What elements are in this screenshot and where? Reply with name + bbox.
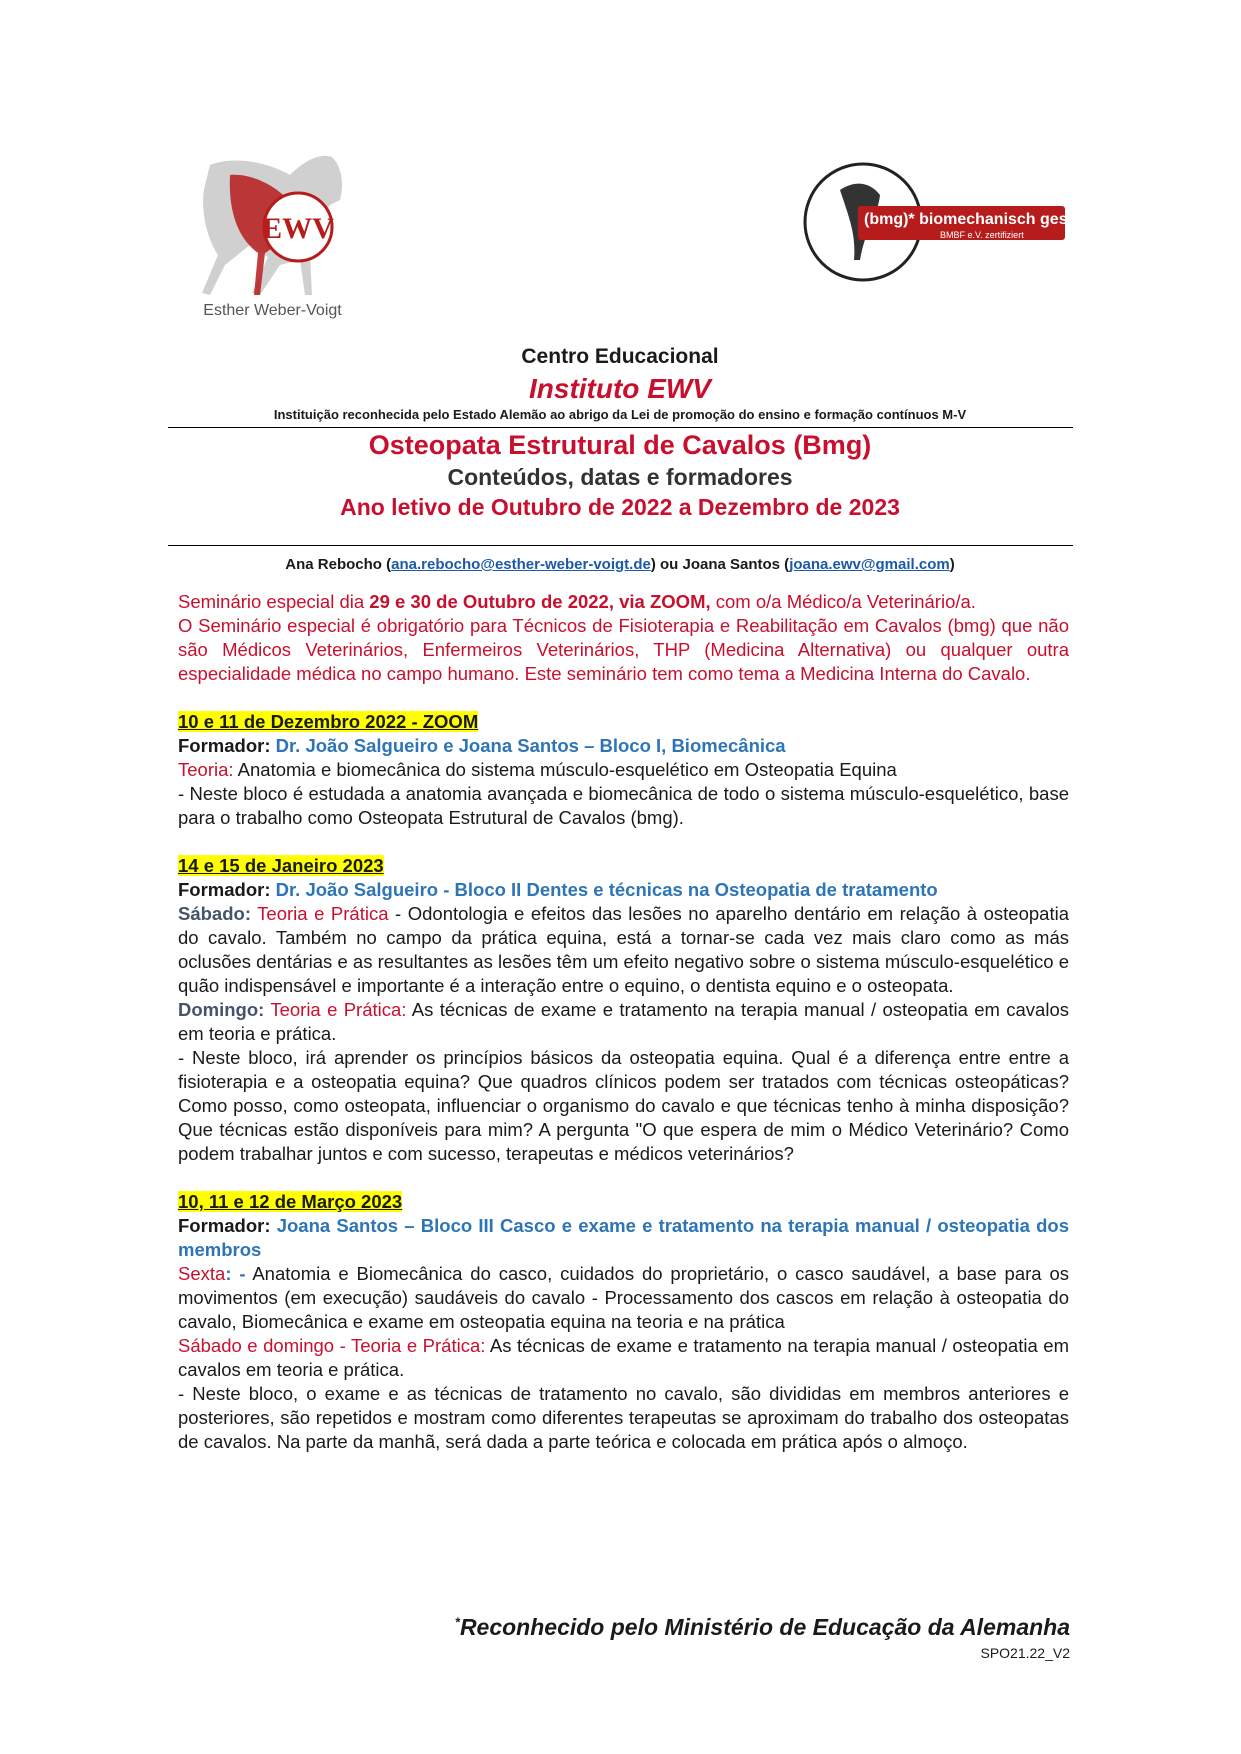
document-body	[178, 590, 1069, 1454]
block-3-friday: Sexta: - Anatomia e Biomecânica do casco, cuidados do proprietário, o casco saudável, a base para os movimentos (em execução) saudáveis do cavalo - Processamento dos cascos em relação à osteopatia do cavalo, Biomecânica e exame em osteopatia equina na teoria e na prática	[178, 1263, 1069, 1332]
block-2-sunday: Domingo: Teoria e Prática: As técnicas de exame e tratamento na terapia manual / osteopatia em cavalos em teoria e prática.	[178, 999, 1069, 1044]
academic-year: Ano letivo de Outubro de 2022 a Dezembro de 2023	[340, 494, 900, 520]
bmg-logo	[800, 160, 1106, 285]
block-1-date: 10 e 11 de Dezembro 2022 - ZOOM	[178, 711, 479, 732]
block-3-trainer: Formador: Joana Santos – Bloco III Casco e exame e tratamento na terapia manual / osteopatia dos membros	[178, 1215, 1069, 1260]
instituto-heading: Instituto EWV	[529, 373, 711, 404]
block-3-description: - Neste bloco, o exame e as técnicas de tratamento no cavalo, são divididas em membros anteriores e posteriores, são repetidos e mostram como diferentes terapeutas se aproximam do trabalho dos osteopatas de cavalos. Na parte da manhã, será dada a parte teórica e colocada em prática após o almoço.	[178, 1383, 1069, 1452]
document-code: SPO21.22_V2	[980, 1645, 1070, 1661]
special-seminar-paragraph: O Seminário especial é obrigatório para Técnicos de Fisioterapia e Reabilitação em Cavalos (bmg) que não são Médicos Veterinários, Enfermeiros Veterinários, THP (Medicina Alternativa) ou qualquer outra especialidade médica no campo humano. Este seminário tem como tema a Medicina Interna do Cavalo.	[178, 615, 1069, 684]
course-title: Osteopata Estrutural de Cavalos (Bmg)	[368, 430, 872, 460]
block-2-saturday: Sábado: Teoria e Prática - Odontologia e efeitos das lesões no aparelho dentário em relação à osteopatia do cavalo. Também no campo da prática equina, está a tornar-se cada vez mais claro como as más oclusões dentárias e as resultantes as lesões têm um efeito negativo sobre o sistema músculo-esquelético e quão indispensável e importante é a interação entre o equino, o dentista equino e o osteopata.	[178, 903, 1069, 996]
recognition-line: Instituição reconhecida pelo Estado Alemão ao abrigo da Lei de promoção do ensino e formação contínuos M-V	[273, 407, 967, 422]
divider-top	[168, 427, 1073, 428]
course-subtitle: Conteúdos, datas e formadores	[447, 464, 793, 490]
email-link-ana[interactable]: ana.rebocho@esther-weber-voigt.de	[391, 556, 651, 573]
block-1-theory: Teoria: Anatomia e biomecânica do sistema músculo-esquelético em Osteopatia Equina	[178, 759, 897, 780]
ewv-logo-text: Esther Weber-Voigt	[203, 302, 342, 319]
block-1-trainer: Formador: Dr. João Salgueiro e Joana Santos – Bloco I, Biomecânica	[178, 735, 786, 756]
block-2-date: 14 e 15 de Janeiro 2023	[178, 855, 384, 876]
svg-text:EWV: EWV	[262, 212, 334, 245]
bmg-logo-text: (bmg)* biomechanisch geschult	[864, 211, 1106, 228]
divider-bottom	[168, 545, 1073, 546]
block-3-date: 10, 11 e 12 de Março 2023	[178, 1191, 403, 1212]
bmg-logo-subtext: BMBF e.V. zertifiziert	[940, 230, 1024, 240]
block-3-weekend: Sábado e domingo - Teoria e Prática: As técnicas de exame e tratamento na terapia manual / osteopatia em cavalos em teoria e prática.	[178, 1335, 1069, 1380]
block-2-trainer: Formador: Dr. João Salgueiro - Bloco II Dentes e técnicas na Osteopatia de tratamento	[178, 879, 938, 900]
footer-recognition: *Reconhecido pelo Ministério de Educação da Alemanha	[454, 1614, 1070, 1640]
ewv-logo	[180, 145, 380, 330]
contacts-line: Ana Rebocho (ana.rebocho@esther-weber-voigt.de) ou Joana Santos (joana.ewv@gmail.com)	[285, 556, 955, 573]
block-2-description: - Neste bloco, irá aprender os princípios básicos da osteopatia equina. Qual é a diferença entre entre a fisioterapia e a osteopatia equina? Que quadros clínicos podem ser tratados com técnicas osteopáticas? Como posso, como osteopata, influenciar o organismo do cavalo e que técnicas tenho à minha disposição? Que técnicas estão disponíveis para mim? A pergunta "O que espera de mim o Médico Veterinário? Como podem trabalhar juntos e com sucesso, terapeutas e médicos veterinários?	[178, 1047, 1069, 1164]
centro-heading: Centro Educacional	[521, 345, 719, 368]
block-1-description: - Neste bloco é estudada a anatomia avançada e biomecânica de todo o sistema músculo-esquelético, base para o trabalho como Osteopata Estrutural de Cavalos (bmg).	[178, 783, 1069, 828]
email-link-joana[interactable]: joana.ewv@gmail.com	[789, 556, 950, 573]
special-seminar-line: Seminário especial dia 29 e 30 de Outubro de 2022, via ZOOM, com o/a Médico/a Veterinário/a.	[178, 591, 976, 612]
